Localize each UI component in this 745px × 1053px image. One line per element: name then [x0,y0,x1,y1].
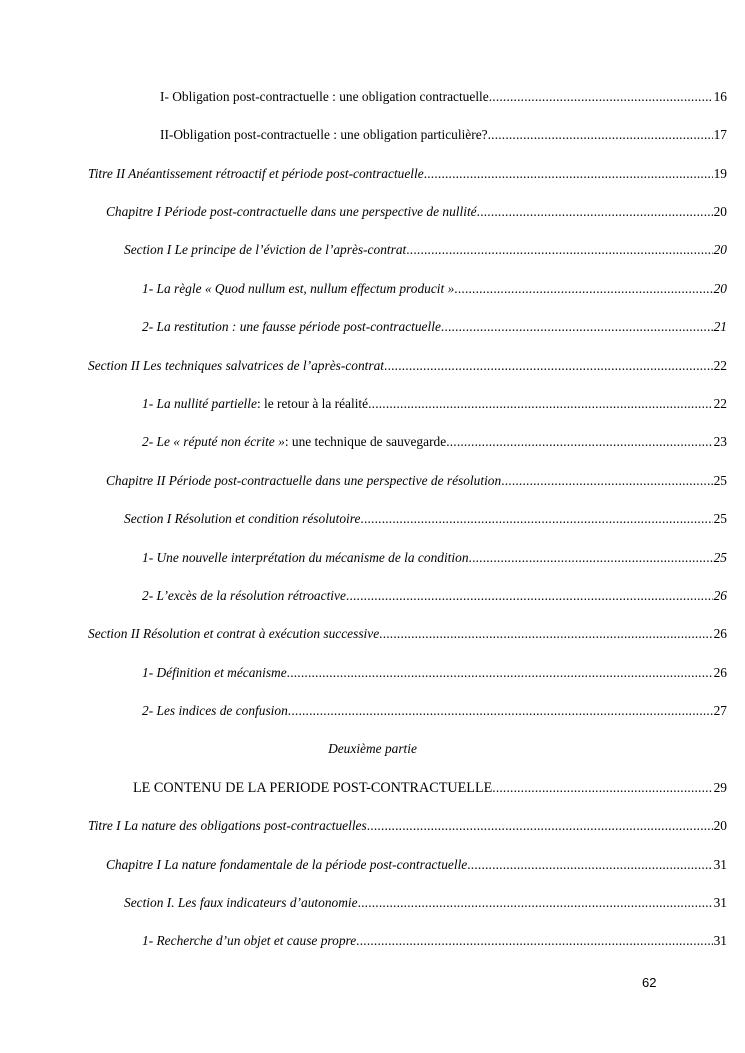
toc-page-number: 20 [713,818,727,833]
dot-leader [346,586,713,606]
dot-leader [368,394,713,414]
toc-page-number: 29 [713,780,727,795]
toc-page-number: 31 [713,895,727,910]
toc-entry-text: Section II Résolution et contrat à exécution successive [88,626,380,641]
toc-entry-text: Titre II Anéantissement rétroactif et période post-contractuelle [88,166,424,181]
toc-entry[interactable] [133,778,727,798]
dot-leader [467,855,712,875]
toc-entry[interactable] [142,279,727,299]
toc-entry[interactable] [124,893,727,913]
toc-entry-text: : une technique de sauvegarde [284,434,447,449]
toc-entry-text: Section II Les techniques salvatrices de l’après-contrat [88,358,385,373]
dot-leader [367,816,713,836]
toc-entry-text: Chapitre II Période post-contractuelle dans une perspective de résolution [106,473,502,488]
toc-entry-text: LE CONTENU DE LA PERIODE POST-CONTRACTUELLE [133,780,493,796]
toc-entry-text: Section I Résolution et condition résolutoire [124,511,361,526]
toc-entry[interactable] [88,624,727,644]
toc-page-number: 31 [713,933,727,948]
toc-entry[interactable] [142,317,727,337]
toc-entry-text: Chapitre I La nature fondamentale de la période post-contractuelle [106,857,468,872]
toc-page-number: 22 [713,358,727,373]
toc-page-number: 25 [713,511,727,526]
dot-leader [489,87,713,107]
toc-page-number: 27 [713,703,727,718]
toc-entry[interactable] [160,125,727,145]
toc-entry-text: 1- Définition et mécanisme [142,665,287,680]
toc-entry[interactable] [124,240,727,260]
toc-entry[interactable] [142,432,727,452]
toc-entry-text: 1- La règle « Quod nullum est, nullum effectum producit » [142,281,455,296]
toc-entry[interactable] [142,663,727,683]
dot-leader [356,931,712,951]
dot-leader [454,279,712,299]
toc-entry-text: 2- L’excès de la résolution rétroactive [142,588,346,603]
toc-page-number: 21 [713,319,727,334]
dot-leader [287,663,713,683]
toc-entry-text: 1- Recherche d’un objet et cause propre [142,933,357,948]
toc-page-number: 20 [713,204,727,219]
toc-entry[interactable] [88,356,727,376]
toc-entry-text-italic: 1- La nullité partielle [142,396,257,411]
toc-entry[interactable] [106,855,727,875]
dot-leader [501,471,712,491]
toc-entry[interactable] [124,509,727,529]
toc-entry-text: 2- Les indices de confusion [142,703,288,718]
toc-page-number: 23 [713,434,727,449]
toc-entry-text: 2- La restitution : une fausse période post-contractuelle [142,319,441,334]
toc-entry-text: : le retour à la réalité [256,396,369,411]
toc-entry[interactable] [88,164,727,184]
dot-leader [492,778,712,798]
toc-page-number: 31 [713,857,727,872]
toc-page-number: 26 [713,665,727,680]
toc-page-number: 26 [713,588,727,603]
toc-entry[interactable] [142,931,727,951]
toc-entry-text: Chapitre I Période post-contractuelle dans une perspective de nullité [106,204,477,219]
toc-page-number: 20 [713,242,727,257]
part-heading: Deuxième partie [328,741,417,756]
toc-entry[interactable] [160,87,727,107]
dot-leader [358,893,713,913]
dot-leader [379,624,712,644]
toc-entry[interactable] [106,471,727,491]
dot-leader [477,202,713,222]
toc-entry-text-italic: 2- Le « réputé non écrite » [142,434,285,449]
dot-leader [424,164,713,184]
toc-entry-text: Section I Le principe de l’éviction de l’après-contrat [124,242,407,257]
toc-entry-text: 1- Une nouvelle interprétation du mécanisme de la condition [142,550,469,565]
toc-page-number: 19 [713,166,727,181]
dot-leader [469,548,713,568]
toc-entry[interactable] [142,586,727,606]
toc-entry[interactable] [142,701,727,721]
toc-entry-text: Titre I La nature des obligations post-contractuelles [88,818,367,833]
toc-entry[interactable] [142,394,727,414]
toc-page-number: 22 [713,396,727,411]
dot-leader [441,317,713,337]
toc-page-number: 25 [713,550,727,565]
dot-leader [288,701,713,721]
page-number: 62 [642,975,657,990]
dot-leader [384,356,713,376]
dot-leader [406,240,712,260]
toc-page-number: 25 [713,473,727,488]
toc-page-number: 16 [713,89,727,104]
toc-page-number: 26 [713,626,727,641]
toc-page-number: 17 [713,127,727,142]
toc-entry-text: I- Obligation post-contractuelle : une obligation contractuelle [160,89,489,104]
toc-page-number: 20 [713,281,727,296]
toc-entry-text: II-Obligation post-contractuelle : une obligation particulière? [160,127,488,142]
toc-entry[interactable] [106,202,727,222]
toc-entry-text: Section I. Les faux indicateurs d’autonomie [124,895,358,910]
dot-leader [446,432,712,452]
toc-entry[interactable] [88,816,727,836]
toc-entry[interactable] [142,548,727,568]
dot-leader [360,509,712,529]
dot-leader [488,125,713,145]
